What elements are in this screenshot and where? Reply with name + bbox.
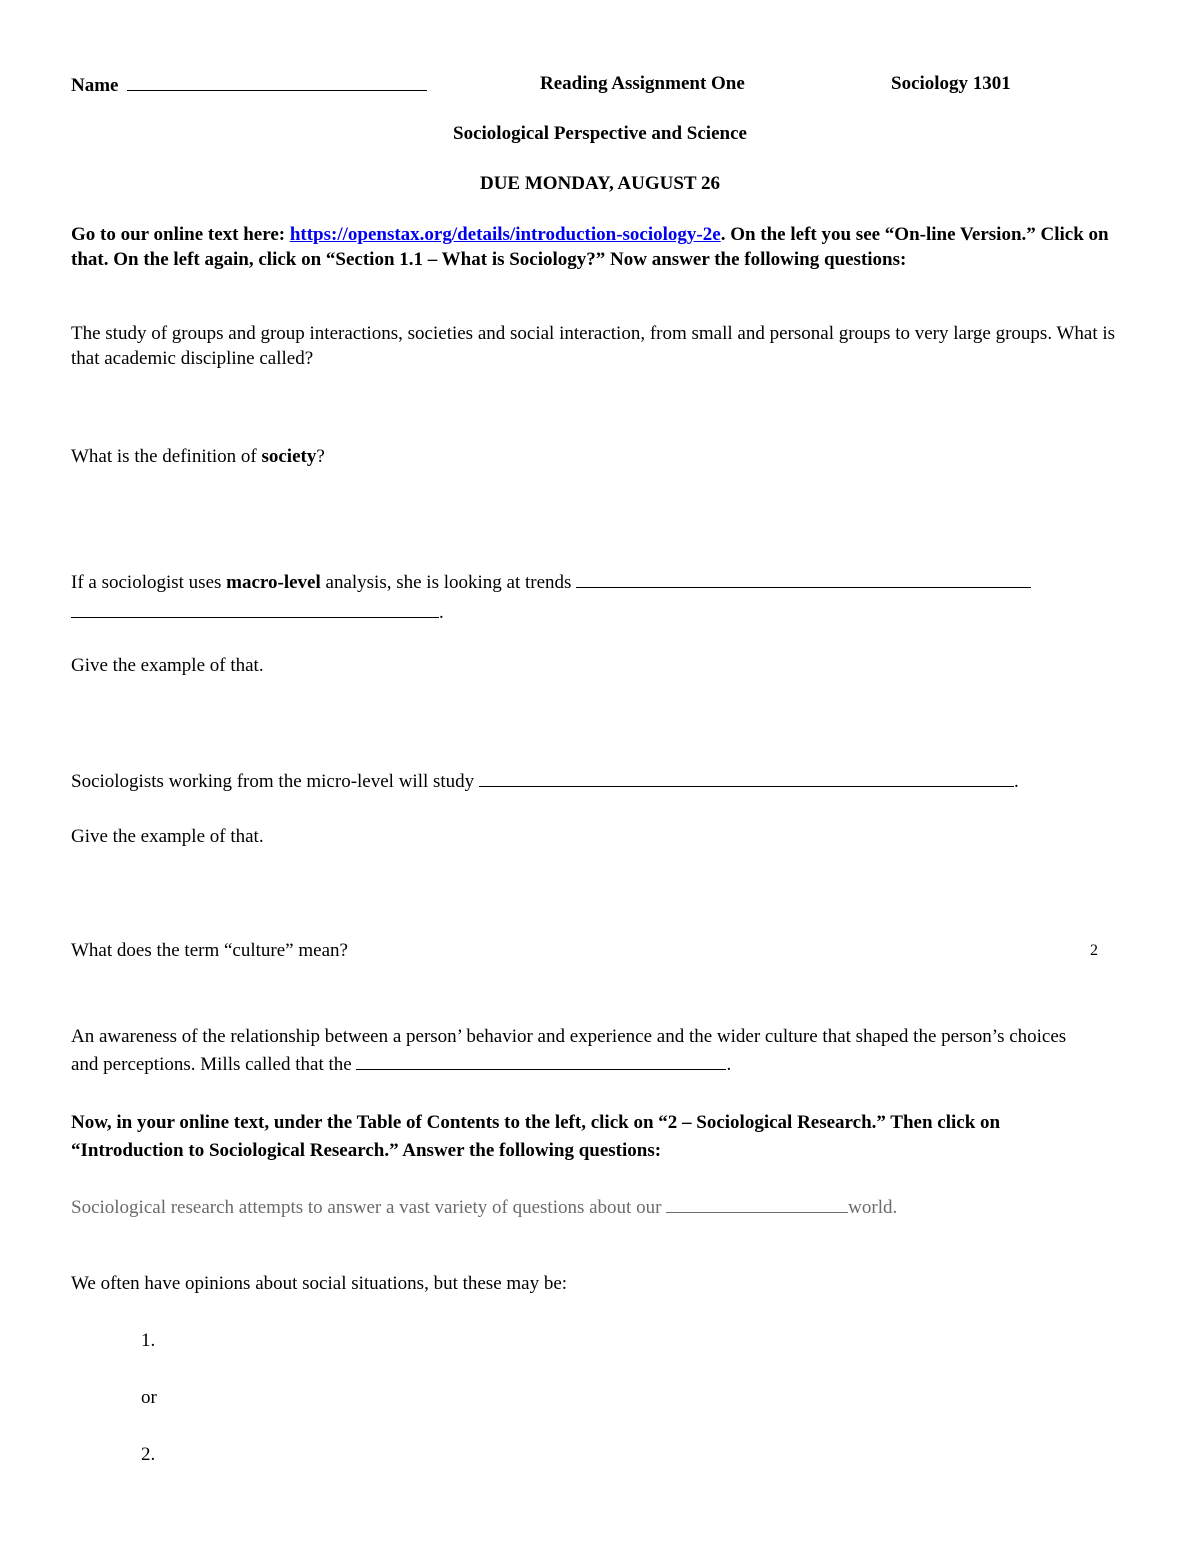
question-culture: What does the term “culture” mean? xyxy=(71,940,348,961)
openstax-link[interactable]: https://openstax.org/details/introduction-sociology-2e xyxy=(289,224,721,245)
question-opinions: We often have opinions about social situations, but these may be: xyxy=(71,1273,568,1294)
question-macro-example: Give the example of that. xyxy=(71,655,264,676)
name-blank[interactable] xyxy=(127,73,427,91)
term-macro-level: macro-level xyxy=(226,572,321,593)
question-text-end: world. xyxy=(848,1197,898,1218)
term-society: society xyxy=(261,446,317,467)
instructions-section-1 xyxy=(71,222,1116,272)
question-text: Sociologists working from the micro-level will study xyxy=(71,771,475,792)
due-date: DUE MONDAY, AUGUST 26 xyxy=(479,173,720,194)
instructions-text: Go to our online text here: xyxy=(71,224,290,245)
period: . xyxy=(726,1054,732,1075)
question-text: Sociological research attempts to answer a vast variety of questions about our xyxy=(71,1197,667,1218)
macro-blank-2[interactable] xyxy=(71,600,439,618)
name-label: Name xyxy=(71,75,119,96)
course-label: Sociology 1301 xyxy=(891,73,1011,94)
micro-blank[interactable] xyxy=(479,769,1014,787)
page-subtitle: Sociological Perspective and Science xyxy=(453,123,747,144)
question-research-world xyxy=(71,1195,897,1219)
question-mark: ? xyxy=(316,446,325,467)
question-discipline: The study of groups and group interactions, societies and social interaction, from small and personal groups to very large groups. What is that academic discipline called? xyxy=(71,323,1116,369)
assignment-title: Reading Assignment One xyxy=(540,73,745,94)
question-text: An awareness of the relationship between a person’ behavior and experience and the wider culture that shaped the person’s choices and perceptions. Mills called that the xyxy=(71,1026,1067,1075)
macro-blank-1[interactable] xyxy=(576,570,1031,588)
list-or: or xyxy=(141,1387,157,1408)
question-text: What is the definition of xyxy=(71,446,262,467)
question-sociological-imagination xyxy=(71,1023,1071,1079)
period: . xyxy=(1013,771,1019,792)
question-micro-example: Give the example of that. xyxy=(71,826,264,847)
question-society xyxy=(71,446,325,468)
question-macro-level-line2 xyxy=(71,600,444,624)
name-field[interactable] xyxy=(71,73,427,97)
question-text-continued: analysis, she is looking at trends xyxy=(320,572,572,593)
period: . xyxy=(439,602,444,623)
world-blank[interactable] xyxy=(666,1195,848,1213)
imagination-blank[interactable] xyxy=(356,1052,726,1070)
question-text: If a sociologist uses xyxy=(71,572,227,593)
list-item-2: 2. xyxy=(141,1444,156,1465)
question-macro-level xyxy=(71,570,1031,594)
instructions-section-2: Now, in your online text, under the Table of Contents to the left, click on “2 – Sociological Research.” Then click on “Introduction to Sociological Research.” Answer the following questions: xyxy=(71,1112,1001,1161)
question-micro-level xyxy=(71,769,1019,793)
list-item-1: 1. xyxy=(141,1330,156,1351)
instructions-text-continued: . On the left you see “On-line Version.” Click on that. On the left again, click on “Section 1.1 – What is Sociology?” Now answer the following questions: xyxy=(71,224,1109,270)
page-number: 2 xyxy=(1090,942,1098,959)
